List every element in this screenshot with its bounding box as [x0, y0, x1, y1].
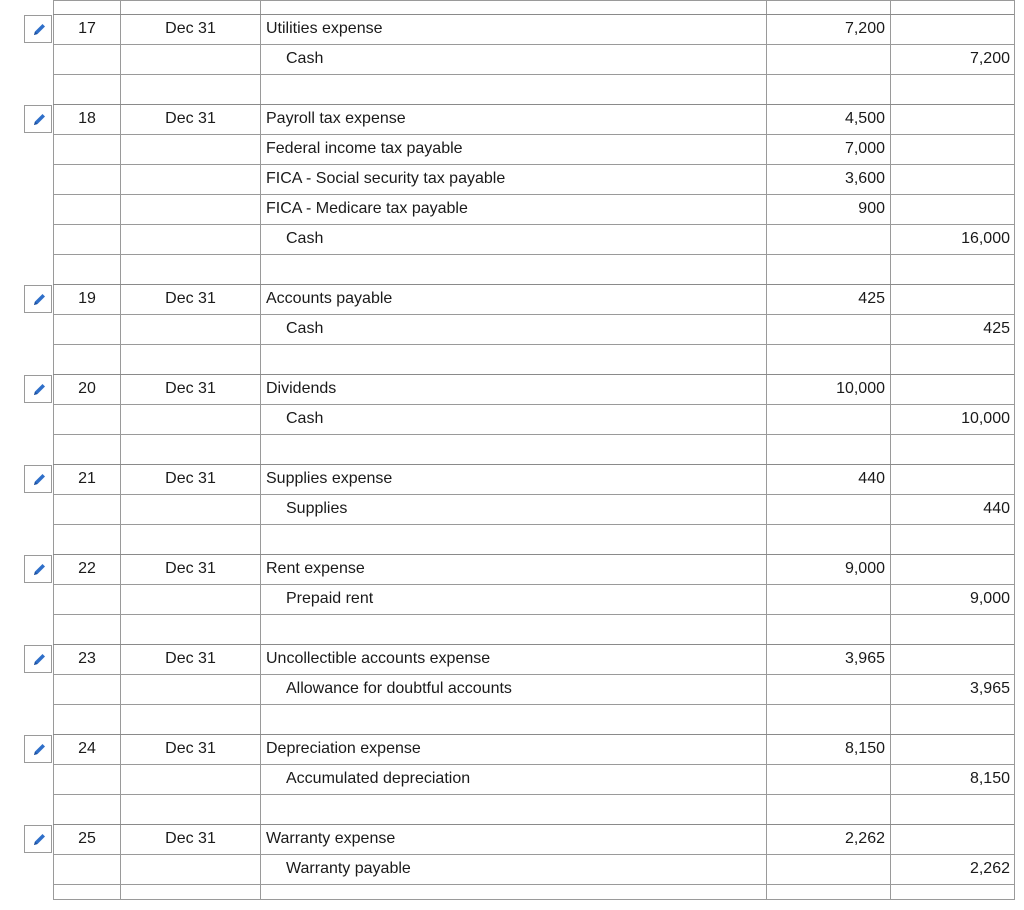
credit-field[interactable]: 9,000 — [969, 590, 1010, 607]
debit-field[interactable] — [767, 584, 885, 614]
account-title-field[interactable]: Uncollectible accounts expense — [266, 650, 491, 667]
debit-field[interactable] — [767, 314, 885, 344]
entry-number: 18 — [78, 110, 96, 127]
debit-field[interactable] — [767, 764, 885, 794]
row-divider — [53, 434, 1014, 435]
edit-entry-button[interactable] — [24, 15, 52, 43]
debit-field[interactable]: 7,200 — [844, 20, 885, 37]
entry-number: 21 — [78, 470, 96, 487]
credit-field[interactable] — [891, 824, 1010, 854]
entry-number: 20 — [78, 380, 96, 397]
debit-field[interactable]: 3,600 — [844, 170, 885, 187]
edit-entry-button[interactable] — [24, 735, 52, 763]
entry-date[interactable]: Dec 31 — [165, 740, 216, 757]
credit-field[interactable] — [891, 464, 1010, 494]
debit-field[interactable] — [767, 854, 885, 884]
row-divider — [53, 0, 1014, 1]
account-title-field[interactable]: Rent expense — [266, 560, 365, 577]
account-title-field[interactable]: Payroll tax expense — [266, 110, 406, 127]
account-title-field[interactable]: Accounts payable — [266, 290, 393, 307]
debit-field[interactable]: 900 — [858, 200, 885, 217]
debit-field[interactable]: 4,500 — [844, 110, 885, 127]
entry-date[interactable]: Dec 31 — [165, 380, 216, 397]
credit-field[interactable] — [891, 104, 1010, 134]
account-title-field[interactable]: Prepaid rent — [286, 590, 374, 607]
edit-entry-button[interactable] — [24, 825, 52, 853]
debit-field[interactable] — [767, 674, 885, 704]
account-title-field[interactable]: Warranty expense — [266, 830, 396, 847]
pencil-icon — [31, 472, 47, 488]
debit-field[interactable]: 7,000 — [844, 140, 885, 157]
credit-field[interactable] — [891, 14, 1010, 44]
row-divider — [53, 899, 1014, 900]
entry-number: 25 — [78, 830, 96, 847]
credit-field[interactable] — [891, 284, 1010, 314]
row-divider — [53, 794, 1014, 795]
account-title-field[interactable]: Federal income tax payable — [266, 140, 463, 157]
edit-entry-button[interactable] — [24, 555, 52, 583]
debit-field[interactable]: 2,262 — [844, 830, 885, 847]
column-divider — [260, 0, 261, 900]
credit-field[interactable]: 7,200 — [969, 50, 1010, 67]
credit-field[interactable] — [891, 374, 1010, 404]
edit-entry-button[interactable] — [24, 285, 52, 313]
debit-field[interactable]: 440 — [858, 470, 885, 487]
entry-date[interactable]: Dec 31 — [165, 470, 216, 487]
account-title-field[interactable]: Depreciation expense — [266, 740, 421, 757]
account-title-field[interactable]: Supplies — [286, 500, 348, 517]
row-divider — [53, 614, 1014, 615]
account-title-field[interactable]: Cash — [286, 230, 324, 247]
edit-entry-button[interactable] — [24, 375, 52, 403]
account-title-field[interactable]: Supplies expense — [266, 470, 393, 487]
edit-entry-button[interactable] — [24, 645, 52, 673]
debit-field[interactable] — [767, 44, 885, 74]
credit-field[interactable]: 8,150 — [969, 770, 1010, 787]
account-title-field[interactable]: Utilities expense — [266, 20, 383, 37]
entry-number: 19 — [78, 290, 96, 307]
edit-entry-button[interactable] — [24, 465, 52, 493]
entry-date[interactable]: Dec 31 — [165, 290, 216, 307]
account-title-field[interactable]: Cash — [286, 50, 324, 67]
entry-number: 23 — [78, 650, 96, 667]
entry-date[interactable]: Dec 31 — [165, 650, 216, 667]
edit-entry-button[interactable] — [24, 105, 52, 133]
entry-number: 17 — [78, 20, 96, 37]
row-divider — [53, 884, 1014, 885]
pencil-icon — [31, 22, 47, 38]
credit-field[interactable] — [891, 734, 1010, 764]
row-divider — [53, 704, 1014, 705]
account-title-field[interactable]: FICA - Medicare tax payable — [266, 200, 468, 217]
account-title-field[interactable]: FICA - Social security tax payable — [266, 170, 506, 187]
pencil-icon — [31, 112, 47, 128]
debit-field[interactable]: 9,000 — [844, 560, 885, 577]
debit-field[interactable]: 10,000 — [836, 380, 885, 397]
entry-date[interactable]: Dec 31 — [165, 110, 216, 127]
entry-number: 22 — [78, 560, 96, 577]
credit-field[interactable] — [891, 644, 1010, 674]
credit-field[interactable]: 425 — [983, 320, 1010, 337]
pencil-icon — [31, 742, 47, 758]
account-title-field[interactable]: Dividends — [266, 380, 337, 397]
debit-field[interactable] — [767, 224, 885, 254]
pencil-icon — [31, 292, 47, 308]
pencil-icon — [31, 382, 47, 398]
debit-field[interactable] — [767, 404, 885, 434]
column-divider — [53, 0, 54, 900]
credit-field[interactable]: 3,965 — [969, 680, 1010, 697]
credit-field[interactable] — [891, 164, 1010, 194]
credit-field[interactable]: 2,262 — [969, 860, 1010, 877]
account-title-field[interactable]: Allowance for doubtful accounts — [286, 680, 512, 697]
entry-date[interactable]: Dec 31 — [165, 560, 216, 577]
account-title-field[interactable]: Cash — [286, 410, 324, 427]
account-title-field[interactable]: Accumulated depreciation — [286, 770, 471, 787]
credit-field[interactable]: 440 — [983, 500, 1010, 517]
entry-date[interactable]: Dec 31 — [165, 830, 216, 847]
pencil-icon — [31, 652, 47, 668]
entry-number: 24 — [78, 740, 96, 757]
pencil-icon — [31, 832, 47, 848]
debit-field[interactable]: 425 — [858, 290, 885, 307]
pencil-icon — [31, 562, 47, 578]
credit-field[interactable]: 10,000 — [961, 410, 1010, 427]
account-title-field[interactable]: Warranty payable — [286, 860, 411, 877]
debit-field[interactable] — [767, 494, 885, 524]
credit-field[interactable] — [891, 194, 1010, 224]
entry-date[interactable]: Dec 31 — [165, 20, 216, 37]
row-divider — [53, 254, 1014, 255]
debit-field[interactable]: 8,150 — [844, 740, 885, 757]
debit-field[interactable]: 3,965 — [844, 650, 885, 667]
row-divider — [53, 344, 1014, 345]
column-divider — [120, 0, 121, 900]
credit-field[interactable] — [891, 554, 1010, 584]
row-divider — [53, 74, 1014, 75]
column-divider — [1014, 0, 1015, 900]
account-title-field[interactable]: Cash — [286, 320, 324, 337]
credit-field[interactable]: 16,000 — [961, 230, 1010, 247]
row-divider — [53, 524, 1014, 525]
credit-field[interactable] — [891, 134, 1010, 164]
